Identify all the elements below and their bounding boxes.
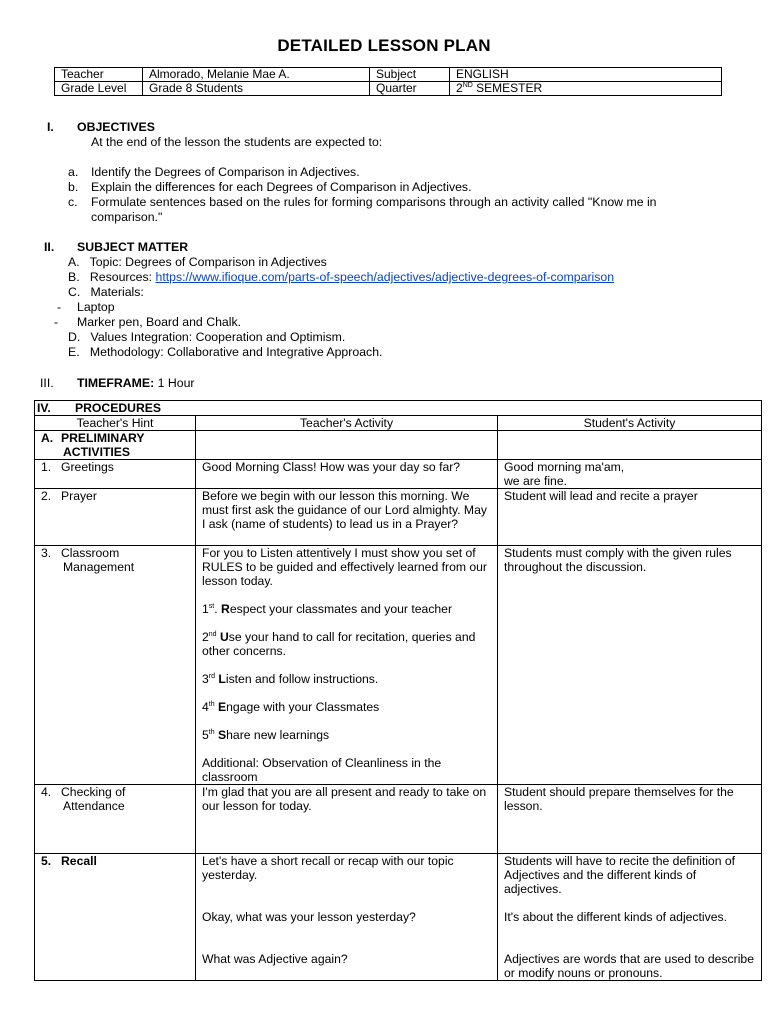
procedures-heading-row <box>35 401 762 416</box>
greetings-hint: 1. Greetings <box>35 460 196 489</box>
subject-label: Subject <box>370 68 450 82</box>
greetings-teacher: Good Morning Class! How was your day so far? <box>196 460 498 489</box>
materials-line: C. Materials: <box>68 285 144 299</box>
col-header-student: Student's Activity <box>498 416 762 431</box>
objective-b: Explain the differences for each Degrees of Comparison in Adjectives. <box>91 180 472 194</box>
timeframe-line: TIMEFRAME: 1 Hour <box>77 376 195 390</box>
section-a-student-empty <box>498 431 762 460</box>
recall-teacher <box>196 854 498 981</box>
material-marker: Marker pen, Board and Chalk. <box>77 315 242 329</box>
objectives-numeral: I. <box>47 120 54 134</box>
objective-letter-a: a. <box>68 165 79 179</box>
objective-a: Identify the Degrees of Comparison in Adjectives. <box>91 165 360 179</box>
teacher-value: Almorado, Melanie Mae A. <box>143 68 370 82</box>
resources-link[interactable]: https://www.ifioque.com/parts-of-speech/adjectives/adjective-degrees-of-comparison <box>155 270 615 284</box>
recall-student <box>498 854 762 981</box>
objectives-intro: At the end of the lesson the students are expected to: <box>91 135 383 149</box>
rules-additional: Additional: Observation of Cleanliness in the classroom <box>202 756 442 784</box>
objective-letter-c: c. <box>68 195 78 209</box>
quarter-label: Quarter <box>370 82 450 96</box>
objective-c: Formulate sentences based on the rules for forming comparisons through an activity called "Know me in <box>91 195 657 209</box>
subject-matter-heading: SUBJECT MATTER <box>77 240 189 254</box>
recall-teacher-1: Let's have a short recall or recap with our topic yesterday. <box>202 854 454 882</box>
prayer-student: Student will lead and recite a prayer <box>498 489 762 546</box>
section-a-teacher-empty <box>196 431 498 460</box>
recall-hint: 5. Recall <box>35 854 196 981</box>
management-teacher <box>196 546 498 785</box>
attendance-teacher: I'm glad that you are all present and ready to take on our lesson for today. <box>196 785 498 854</box>
document-title: DETAILED LESSON PLAN <box>277 36 491 55</box>
quarter-value: 2ND SEMESTER <box>450 82 722 96</box>
col-header-hint: Teacher's Hint <box>35 416 196 431</box>
resources-label: B. Resources: <box>68 270 156 284</box>
material-laptop: Laptop <box>77 300 115 314</box>
rules-intro: For you to Listen attentively I must show you set of RULES to be guided and effectively learned from our lesson today. <box>202 546 487 588</box>
procedures-table <box>34 400 762 981</box>
rule-1: 1st. Respect your classmates and your teacher <box>202 602 453 616</box>
attendance-student: Student should prepare themselves for the lesson. <box>498 785 762 854</box>
col-header-teacher: Teacher's Activity <box>196 416 498 431</box>
management-student: Students must comply with the given rules throughout the discussion. <box>498 546 762 785</box>
management-hint: 3. Classroom Management <box>35 546 196 785</box>
procedures-heading: PROCEDURES <box>75 401 162 415</box>
rule-4: 4th Engage with your Classmates <box>202 700 380 714</box>
subject-value: ENGLISH <box>450 68 722 82</box>
recall-student-3: Adjectives are words that are used to describe or modify nouns or pronouns. <box>504 952 754 980</box>
material-dash-2: - <box>54 315 59 329</box>
topic-line: A. Topic: Degrees of Comparison in Adjectives <box>68 255 327 269</box>
material-dash-1: - <box>57 300 62 314</box>
prayer-hint: 2. Prayer <box>35 489 196 546</box>
resources-line <box>68 270 614 285</box>
recall-student-1: Students will have to recite the definition of Adjectives and the different kinds of adjectives. <box>504 854 736 896</box>
grade-label: Grade Level <box>55 82 143 96</box>
section-a-cell: A. PRELIMINARY ACTIVITIES <box>35 431 196 460</box>
recall-teacher-2: Okay, what was your lesson yesterday? <box>202 910 416 924</box>
attendance-hint: 4. Checking of Attendance <box>35 785 196 854</box>
procedures-numeral: IV. <box>37 401 51 415</box>
rule-2: 2nd Use your hand to call for recitation, queries and other concerns. <box>202 630 476 658</box>
grade-value: Grade 8 Students <box>143 82 370 96</box>
objective-letter-b: b. <box>68 180 79 194</box>
recall-student-2: It's about the different kinds of adjectives. <box>504 910 727 924</box>
info-table <box>54 67 722 96</box>
timeframe-numeral: III. <box>40 376 54 390</box>
recall-teacher-3: What was Adjective again? <box>202 952 348 966</box>
objective-c-cont: comparison." <box>91 210 163 224</box>
teacher-label: Teacher <box>55 68 143 82</box>
prayer-teacher: Before we begin with our lesson this morning. We must first ask the guidance of our Lord almighty. May I ask (name of students) to lead us in a Prayer? <box>196 489 498 546</box>
rule-5: 5th Share new learnings <box>202 728 330 742</box>
subject-matter-numeral: II. <box>44 240 55 254</box>
methodology-line: E. Methodology: Collaborative and Integrative Approach. <box>68 345 383 359</box>
greetings-student: Good morning ma'am, we are fine. <box>498 460 762 489</box>
objectives-heading: OBJECTIVES <box>77 120 155 134</box>
rule-3: 3rd Listen and follow instructions. <box>202 672 379 686</box>
values-line: D. Values Integration: Cooperation and Optimism. <box>68 330 346 344</box>
